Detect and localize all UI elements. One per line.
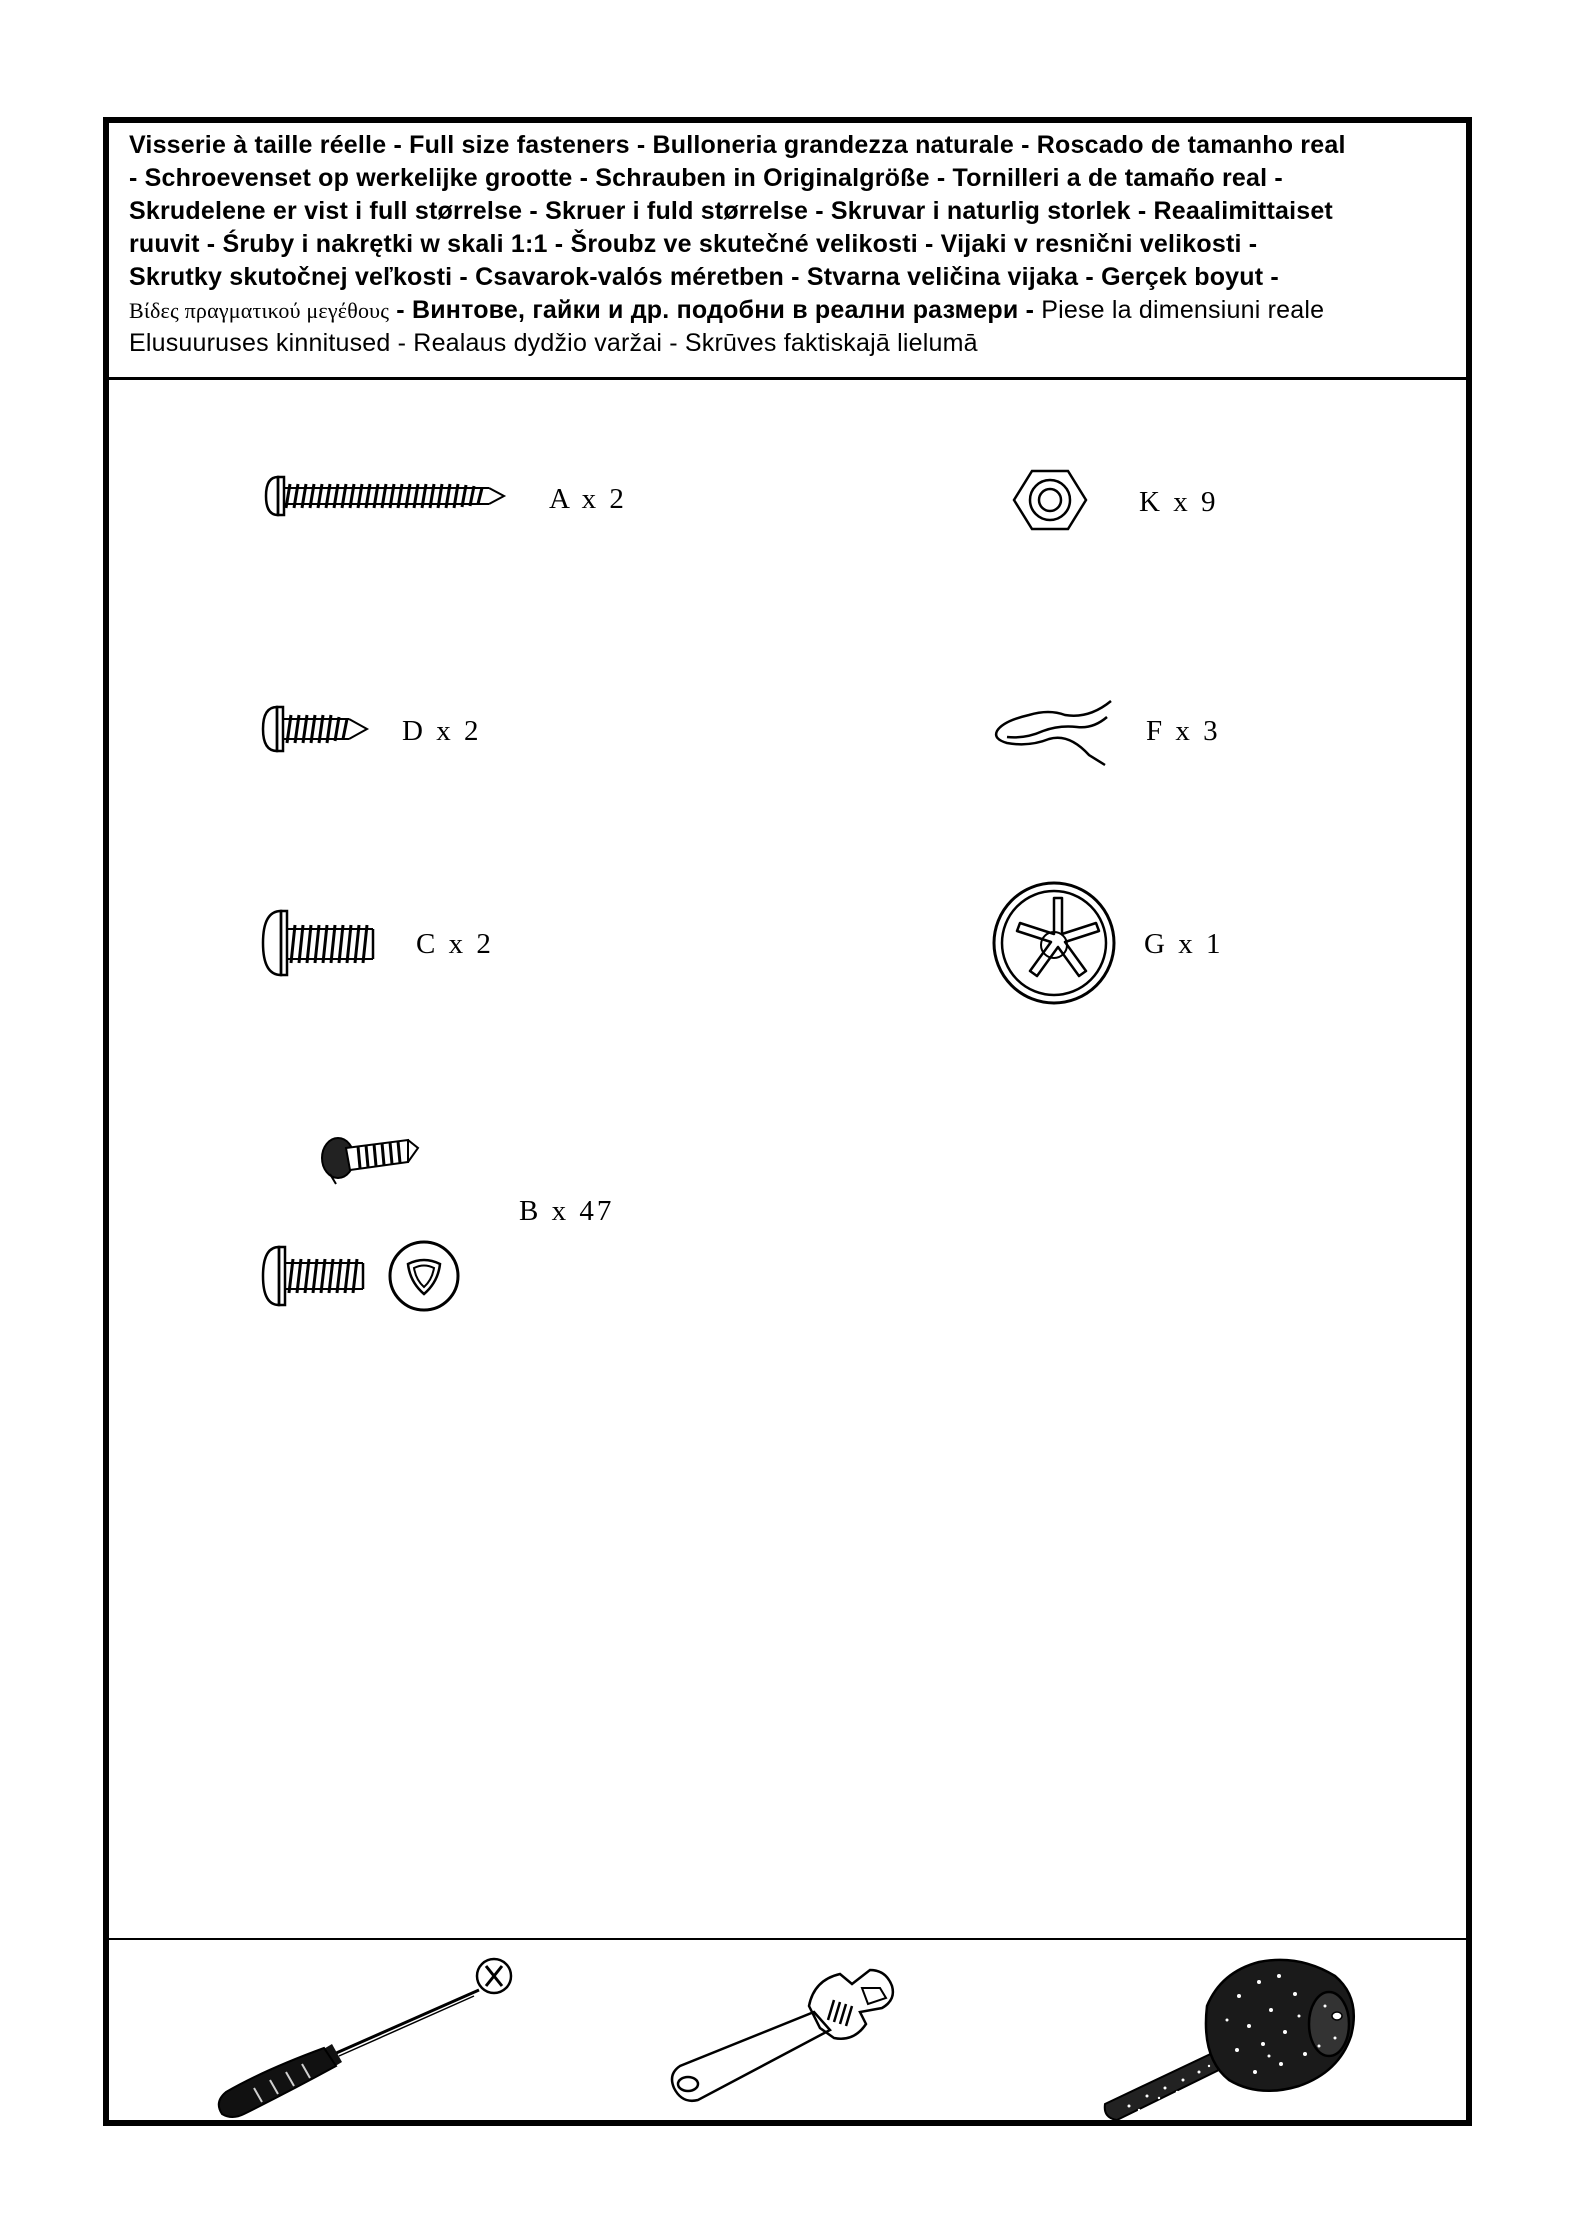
fastener-sheet-frame: [103, 117, 1472, 2126]
screwdriver-icon: [204, 1952, 524, 2122]
screw-b-perspective-icon: [316, 1126, 426, 1186]
screw-d-icon: [259, 699, 379, 759]
hex-nut-k-label: K x 9: [1139, 486, 1219, 518]
header-line-1: Visserie à taille réelle - Full size fasteners - Bulloneria grandezza naturale - Roscado de tamanho real: [129, 131, 1346, 159]
screw-c-icon: [259, 903, 389, 983]
wrench-icon: [664, 1950, 924, 2120]
star-washer-g-icon: [989, 878, 1119, 1008]
hex-nut-k-icon: [1012, 467, 1088, 533]
header-line-6-bulgarian: - Винтове, гайки и др. подобни в реални размери -: [389, 296, 1042, 324]
screw-d-label: D x 2: [402, 715, 482, 747]
screw-b-side-icon: [259, 1241, 379, 1311]
header-line-2: - Schroevenset op werkelijke grootte - Schrauben in Originalgröße - Tornilleri a de tamaño real -: [129, 164, 1283, 192]
header-line-4: ruuvit - Śruby i nakrętki w skali 1:1 - Šroubz ve skutečné velikosti - Vijaki v resnični velikosti -: [129, 230, 1258, 258]
star-washer-g-label: G x 1: [1144, 928, 1224, 960]
header-line-3: Skrudelene er vist i full størrelse - Skruer i fuld størrelse - Skruvar i naturlig storlek - Reaalimittaiset: [129, 197, 1333, 225]
screw-b-head-top-icon: [386, 1238, 462, 1314]
hair-pin-f-label: F x 3: [1146, 715, 1221, 747]
header-line-5: Skrutky skutočnej veľkosti - Csavarok-valós méretben - Stvarna veličina vijaka - Gerçek boyut -: [129, 263, 1279, 291]
screw-c-label: C x 2: [416, 928, 494, 960]
header-line-6: [129, 294, 1460, 327]
hair-pin-f-icon: [989, 693, 1119, 773]
required-tools-row: [109, 1938, 1466, 2128]
screw-a-label: A x 2: [549, 483, 627, 515]
screw-a-icon: [264, 471, 514, 521]
header-line-6-greek: Βίδες πραγματικού μεγέθους: [129, 298, 390, 323]
header-line-7: Elusuuruses kinnitused - Realaus dydžio varžai - Skrūves faktiskajā lielumā: [129, 329, 978, 357]
header-line-6-romanian: Piese la dimensiuni reale: [1041, 296, 1325, 324]
header-multilingual-title: [109, 123, 1466, 380]
screw-b-label: B x 47: [519, 1195, 615, 1227]
mallet-icon: [1099, 1946, 1369, 2124]
